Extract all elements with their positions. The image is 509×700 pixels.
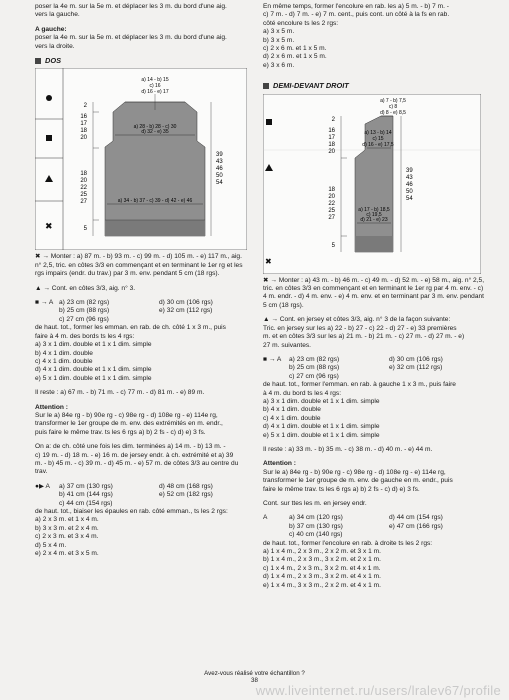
watermark: www.liveinternet.ru/users/lralev67/profile bbox=[255, 683, 501, 698]
size-cell: c) 27 cm (96 rgs) bbox=[59, 315, 109, 323]
page-number: 38 bbox=[251, 677, 258, 684]
height-num: 22 bbox=[80, 185, 87, 192]
text-line: poser la 4e m. sur la 5e m. et déplacer les 3 m. du bord d'une aig. bbox=[35, 3, 227, 10]
width-label: a) 17 - b) 18,5 bbox=[358, 206, 390, 213]
list-item: c) 2 x 6 m. et 1 x 5 m. bbox=[263, 45, 327, 53]
square-marker-icon bbox=[46, 135, 52, 141]
text-line: 27 m. suivantes. bbox=[263, 341, 312, 349]
width-label: d) 32 - e) 35 bbox=[141, 129, 169, 136]
size-cell: e) 52 cm (182 rgs) bbox=[159, 491, 213, 499]
size-row bbox=[263, 356, 488, 364]
total-height-num: 46 bbox=[406, 181, 413, 188]
size-cell: d) 30 cm (106 rgs) bbox=[159, 299, 213, 307]
marker-cell: ■ → A bbox=[263, 355, 282, 363]
list-item: d) 1 x 4 m., 2 x 3 m., 3 x 2 m. et 4 x 1 m. bbox=[263, 573, 381, 581]
list-item: b) 3 x 3 m. et 2 x 4 m. bbox=[35, 524, 99, 532]
marker-cell bbox=[35, 491, 59, 499]
text-line: côté encolure ts les 2 rgs: bbox=[263, 19, 339, 27]
height-num: 18 bbox=[328, 186, 335, 193]
list-item: e) 1 x 4 m., 3 x 3 m., 2 x 2 m. et 4 x 1 m. bbox=[263, 581, 381, 589]
height-num: 18 bbox=[328, 141, 335, 148]
size-cell: e) 32 cm (112 rgs) bbox=[389, 364, 443, 372]
width-label: a) 28 - b) 28 - c) 30 bbox=[133, 124, 177, 131]
size-cell: e) 32 cm (112 rgs) bbox=[159, 307, 213, 315]
size-cell: b) 41 cm (144 rgs) bbox=[59, 491, 113, 499]
size-cell: d) 48 cm (168 rgs) bbox=[159, 482, 213, 490]
size-cell: b) 37 cm (130 rgs) bbox=[289, 522, 343, 530]
size-row bbox=[35, 491, 247, 499]
height-num: 5 bbox=[83, 226, 87, 233]
marker-cell: ■ → A bbox=[35, 299, 54, 307]
size-row bbox=[263, 364, 488, 372]
size-row bbox=[35, 483, 247, 491]
text-line: transformer le 1er groupe de m. env. de gauche en m. endr., puis bbox=[263, 477, 453, 485]
text-line: c) 19 m. - d) 18 m. - e) 16 m. de jersey endr. à ch. extrémité et a) 39 bbox=[35, 451, 234, 459]
list-item: c) 1 x 4 m., 2 x 3 m., 3 x 2 m. et 4 x 1 m. bbox=[263, 564, 381, 572]
total-height-num: 54 bbox=[216, 180, 223, 187]
marker-cell bbox=[263, 364, 289, 372]
total-height-num: 39 bbox=[216, 152, 223, 159]
text-line: On a: de ch. côté une fois les dim. terminées a) 14 m. - b) 13 m. - bbox=[35, 443, 226, 451]
width-label: c) 16 bbox=[149, 83, 161, 90]
height-num: 20 bbox=[80, 178, 87, 185]
size-cell: a) 37 cm (130 rgs) bbox=[59, 482, 113, 490]
total-height-num: 43 bbox=[216, 159, 223, 166]
cross-marker-icon: ✖ bbox=[45, 221, 53, 232]
height-num: 22 bbox=[328, 200, 335, 207]
width-label: a) 13 - b) 14 bbox=[364, 129, 392, 136]
height-num: 5 bbox=[331, 242, 335, 249]
text-line: vers la gauche. bbox=[35, 11, 80, 19]
instruction-cont: ▲ → Cont. en côtes 3/3, aig. n° 3. bbox=[35, 284, 136, 292]
size-row bbox=[263, 523, 488, 531]
height-num: 20 bbox=[80, 135, 87, 142]
text-line: ▲ → Cont. en jersey et côtes 3/3, aig. n° 3 de la façon suivante: bbox=[263, 316, 451, 324]
list-item: d) 5 x 4 m. bbox=[35, 541, 67, 549]
list-item: a) 3 x 5 m. bbox=[263, 28, 295, 36]
list-item: a) 3 x 1 dim. double et 1 x 1 dim. simple bbox=[35, 341, 152, 349]
size-row bbox=[263, 514, 488, 522]
total-height-num: 50 bbox=[216, 173, 223, 180]
height-num: 18 bbox=[80, 128, 87, 135]
height-num: 17 bbox=[328, 134, 335, 141]
text-line: de haut. tot., biaiser les épaules en rab. côté emman., ts les 2 rgs: bbox=[35, 508, 228, 515]
size-cell: a) 23 cm (82 rgs) bbox=[59, 299, 110, 307]
list-item: b) 1 x 4 m., 2 x 3 m., 3 x 2 m. et 2 x 1 m. bbox=[263, 556, 381, 564]
square-bullet-icon bbox=[263, 83, 269, 89]
height-num: 16 bbox=[80, 114, 87, 121]
instruction-monter: ✖ → Monter : a) 87 m. - b) 93 m. - c) 99 m. - d) 105 m. - e) 117 m., aig. n° 2,5, tric. en côtes 3/3 en commençant et en terminant le 1er rg et les rgs impairs (endr. du trav.) par 3 m. env. pendant 5 cm (18 rgs). bbox=[35, 253, 243, 278]
width-label: c) 15 bbox=[372, 135, 384, 142]
size-cell: d) 30 cm (106 rgs) bbox=[389, 355, 443, 363]
list-item: c) 4 x 1 dim. double bbox=[35, 357, 93, 365]
text-line: vers la droite. bbox=[35, 42, 75, 50]
size-cell: e) 47 cm (166 rgs) bbox=[389, 522, 443, 530]
text-line: puis faire le même trav. ts les 6 rgs a) b) 2 fs - c) d) e) 3 fs. bbox=[35, 428, 206, 436]
list-item: e) 2 x 4 m. et 3 x 5 m. bbox=[35, 550, 99, 558]
list-item: b) 3 x 5 m. bbox=[263, 36, 295, 44]
section-heading-dos bbox=[35, 57, 247, 65]
subheading-a-gauche: A gauche: bbox=[35, 25, 67, 33]
marker-cell: A bbox=[263, 514, 268, 522]
height-num: 2 bbox=[331, 116, 335, 123]
text-line: Sur le a) 84e rg - b) 90e rg - c) 98e rg - d) 108e rg - e) 114e rg, bbox=[263, 468, 446, 476]
marker-cell bbox=[263, 531, 289, 539]
total-height-num: 39 bbox=[406, 167, 413, 174]
width-label: d) 16 - e) 17,5 bbox=[362, 141, 394, 148]
width-label: c) 8 bbox=[388, 103, 398, 110]
circle-marker-icon bbox=[46, 95, 52, 101]
footer-question: Avez-vous réalisé votre échantillon ? bbox=[204, 670, 305, 677]
size-cell: c) 27 cm (96 rgs) bbox=[289, 372, 339, 380]
size-cell: a) 34 cm (120 rgs) bbox=[289, 514, 343, 522]
list-item: b) 4 x 1 dim. double bbox=[35, 349, 93, 357]
height-num: 17 bbox=[80, 121, 87, 128]
size-cell: c) 40 cm (140 rgs) bbox=[289, 531, 343, 539]
text-line: En même temps, former l'encolure en rab. les a) 5 m. - b) 7 m. - bbox=[263, 3, 449, 10]
size-row bbox=[35, 299, 247, 307]
list-item: b) 4 x 1 dim. double bbox=[263, 406, 321, 414]
list-item: a) 2 x 3 m. et 1 x 4 m. bbox=[35, 516, 99, 524]
list-item: e) 5 x 1 dim. double et 1 x 1 dim. simple bbox=[263, 431, 380, 439]
attention-heading: Attention : bbox=[263, 460, 296, 468]
dos-diagram bbox=[35, 68, 247, 250]
text-line: de haut. tot., former l'encolure en rab. à droite ts les 2 rgs: bbox=[263, 539, 433, 547]
section-title: DEMI-DEVANT DROIT bbox=[273, 81, 349, 91]
width-label: c) 19,5 bbox=[366, 211, 382, 218]
marker-cell bbox=[35, 500, 59, 508]
cross-marker-icon: ✖ bbox=[265, 256, 272, 266]
list-item: e) 5 x 1 dim. double et 1 x 1 dim. simple bbox=[35, 374, 152, 382]
attention-heading: Attention : bbox=[35, 403, 68, 411]
size-cell: c) 44 cm (154 rgs) bbox=[59, 499, 113, 507]
section-title: DOS bbox=[45, 56, 62, 66]
height-num: 25 bbox=[80, 192, 87, 199]
right-column bbox=[263, 0, 488, 590]
total-height-num: 50 bbox=[406, 188, 413, 195]
size-cell: b) 25 cm (88 rgs) bbox=[59, 307, 110, 315]
total-height-num: 43 bbox=[406, 174, 413, 181]
marker-cell bbox=[35, 316, 59, 324]
size-row bbox=[35, 316, 247, 324]
text-line: m. et en côtes 3/3 sur les a) 21 m. - b) 21 m. - c) 27 m. - d) 27 m. - e) bbox=[263, 333, 465, 341]
width-label: a) 34 - b) 37 - c) 39 - d) 42 - e) 46 bbox=[117, 198, 193, 205]
size-cell: b) 25 cm (88 rgs) bbox=[289, 364, 340, 372]
list-item: d) 2 x 6 m. et 1 x 5 m. bbox=[263, 53, 327, 61]
height-num: 16 bbox=[328, 127, 335, 134]
list-item: d) 4 x 1 dim. double et 1 x 1 dim. simple bbox=[263, 423, 380, 431]
list-item: c) 2 x 3 m. et 3 x 4 m. bbox=[35, 533, 99, 541]
text-line: Sur le a) 84e rg - b) 90e rg - c) 98e rg - d) 108e rg - e) 114e rg, bbox=[35, 411, 218, 419]
marker-cell bbox=[263, 523, 289, 531]
stitch-count: Il reste : a) 33 m. - b) 35 m. - c) 38 m. - d) 40 m. - e) 44 m. bbox=[263, 445, 433, 453]
square-bullet-icon bbox=[35, 58, 41, 64]
height-num: 20 bbox=[328, 148, 335, 155]
square-marker-icon bbox=[266, 119, 272, 125]
text-line: c) 7 m. - d) 7 m. - e) 7 m. cent., puis cont. un côté à la fs en rab. bbox=[263, 11, 450, 19]
list-item: e) 3 x 6 m. bbox=[263, 61, 295, 69]
instruction-monter: ✖ → Monter : a) 43 m. - b) 46 m. - c) 49 m. - d) 52 m. - e) 58 m., aig. n° 2,5, tric. en côtes 3/3 en commençant et en terminant le 1er rg par 4 m. env. - c) 4 m. endr. - d) 4 m. env. - e) 4 m. env. et en terminant par 3 m. env. pendant 5 cm (18 rgs). bbox=[263, 276, 485, 309]
total-height-num: 54 bbox=[406, 195, 413, 202]
section-heading-demi-devant bbox=[263, 82, 488, 90]
size-row bbox=[35, 307, 247, 315]
width-label: d) 16 - e) 17 bbox=[141, 89, 169, 96]
list-item: c) 4 x 1 dim. double bbox=[263, 414, 321, 422]
text-line: faire le même trav. ts les 6 rgs a) b) 2 fs - c) d) e) 3 fs. bbox=[263, 485, 420, 493]
width-label: a) 14 - b) 15 bbox=[141, 77, 169, 84]
size-cell: d) 44 cm (154 rgs) bbox=[389, 514, 443, 522]
size-row bbox=[263, 531, 488, 539]
size-row bbox=[35, 500, 247, 508]
left-column bbox=[35, 0, 247, 558]
marker-cell bbox=[35, 307, 59, 315]
size-row bbox=[263, 373, 488, 381]
width-label: d) 21 - e) 23 bbox=[360, 216, 388, 223]
text-line: Tric. en jersey sur les a) 22 - b) 27 - c) 22 - d) 27 - e) 33 premières bbox=[263, 324, 457, 332]
text-line: trav. bbox=[35, 468, 48, 476]
height-num: 27 bbox=[80, 199, 87, 206]
list-item: a) 1 x 4 m., 2 x 3 m., 2 x 2 m. et 3 x 1 m. bbox=[263, 548, 381, 556]
text-line: faire à 4 m. des bords ts les 4 rgs: bbox=[35, 332, 135, 340]
list-item: d) 4 x 1 dim. double et 1 x 1 dim. simple bbox=[35, 366, 152, 374]
height-num: 18 bbox=[80, 171, 87, 178]
marker-cell: ●▶ A bbox=[35, 482, 50, 490]
stitch-count: Il reste : a) 67 m. - b) 71 m. - c) 77 m. - d) 81 m. - e) 89 m. bbox=[35, 389, 205, 397]
text-line: de haut. tot., former l'emman. en rab. à gauche 1 x 3 m., puis faire bbox=[263, 381, 456, 389]
list-item: a) 3 x 1 dim. double et 1 x 1 dim. simple bbox=[263, 397, 380, 405]
height-num: 27 bbox=[328, 214, 335, 221]
text-line: transformer le 1er groupe de m. env. des extrémités en m. endr., bbox=[35, 420, 223, 428]
height-num: 20 bbox=[328, 193, 335, 200]
height-num: 25 bbox=[328, 207, 335, 214]
size-cell: a) 23 cm (82 rgs) bbox=[289, 355, 340, 363]
demi-devant-diagram bbox=[263, 94, 481, 274]
text-line: poser la 4e m. sur la 5e m. et déplacer les 3 m. du bord d'une aig. bbox=[35, 34, 227, 42]
total-height-num: 46 bbox=[216, 166, 223, 173]
text-line: m. - b) 45 m. - c) 39 m. - d) 45 m. - e) 57 m. de côtes 3/3 au centre du bbox=[35, 459, 239, 467]
marker-cell bbox=[263, 373, 289, 381]
text-line: Cont. sur ttes les m. en jersey endr. bbox=[263, 500, 367, 507]
width-label: a) 7 - b) 7,5 bbox=[380, 97, 406, 104]
text-line: à 4 m. du bord ts les 4 rgs: bbox=[263, 389, 342, 397]
text-line: de haut. tot., former les emman. en rab. de ch. côté 1 x 3 m., puis bbox=[35, 324, 226, 332]
width-label: d) 8 - e) 8,5 bbox=[380, 109, 406, 116]
height-num: 2 bbox=[83, 103, 87, 110]
